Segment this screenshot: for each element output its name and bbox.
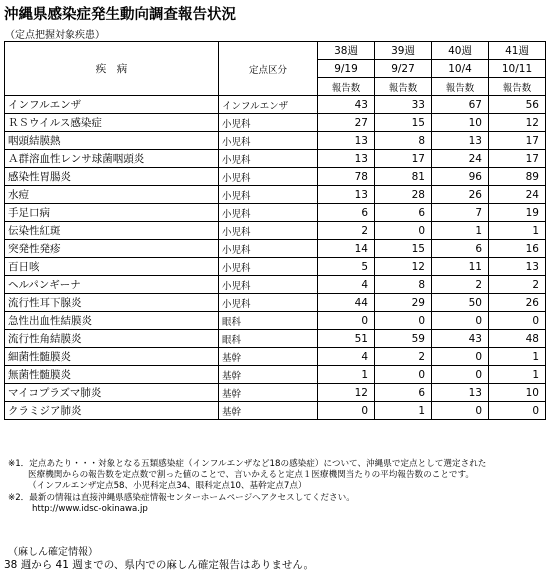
header-count-label: 報告数 xyxy=(375,78,432,96)
report-count: 13 xyxy=(318,186,375,204)
header-date: 10/4 xyxy=(432,60,489,78)
report-count: 1 xyxy=(375,402,432,420)
disease-name: インフルエンザ xyxy=(5,96,219,114)
report-count: 48 xyxy=(489,330,546,348)
header-count-label: 報告数 xyxy=(489,78,546,96)
header-week: 41週 xyxy=(489,42,546,60)
report-count: 17 xyxy=(489,132,546,150)
table-row xyxy=(5,96,546,114)
sentinel-zone: 小児科 xyxy=(219,240,318,258)
report-count: 0 xyxy=(432,312,489,330)
footnote-1-detail: （インフルエンザ定点58、小児科定点34、眼科定点10、基幹定点7点） xyxy=(28,481,307,492)
report-count: 67 xyxy=(432,96,489,114)
report-count: 17 xyxy=(489,150,546,168)
sentinel-zone: 小児科 xyxy=(219,276,318,294)
header-week: 40週 xyxy=(432,42,489,60)
report-count: 0 xyxy=(375,366,432,384)
report-count: 6 xyxy=(318,204,375,222)
report-count: 0 xyxy=(489,402,546,420)
header-row-weeks xyxy=(5,42,546,60)
report-table xyxy=(4,41,546,420)
disease-name: クラミジア肺炎 xyxy=(5,402,219,420)
report-count: 7 xyxy=(432,204,489,222)
report-count: 6 xyxy=(375,384,432,402)
page-title: 沖縄県感染症発生動向調査報告状況 xyxy=(4,7,236,23)
sentinel-zone: 基幹 xyxy=(219,366,318,384)
report-count: 19 xyxy=(489,204,546,222)
disease-name: 流行性耳下腺炎 xyxy=(5,294,219,312)
disease-name: 伝染性紅斑 xyxy=(5,222,219,240)
report-count: 0 xyxy=(318,312,375,330)
table-row xyxy=(5,204,546,222)
footnotes xyxy=(8,459,548,515)
sentinel-zone: 眼科 xyxy=(219,312,318,330)
table-row xyxy=(5,258,546,276)
table-row xyxy=(5,240,546,258)
report-count: 51 xyxy=(318,330,375,348)
sentinel-zone: 小児科 xyxy=(219,294,318,312)
sentinel-zone: 基幹 xyxy=(219,402,318,420)
sentinel-zone: 小児科 xyxy=(219,168,318,186)
sentinel-zone: 小児科 xyxy=(219,132,318,150)
report-count: 0 xyxy=(432,402,489,420)
table-row xyxy=(5,384,546,402)
report-count: 50 xyxy=(432,294,489,312)
report-count: 8 xyxy=(375,132,432,150)
header-disease: 疾 病 xyxy=(5,42,219,96)
disease-name: 手足口病 xyxy=(5,204,219,222)
disease-name: 細菌性髄膜炎 xyxy=(5,348,219,366)
table-row xyxy=(5,150,546,168)
disease-name: 感染性胃腸炎 xyxy=(5,168,219,186)
report-count: 5 xyxy=(318,258,375,276)
report-count: 6 xyxy=(375,204,432,222)
table-row xyxy=(5,114,546,132)
report-count: 1 xyxy=(432,222,489,240)
footnote-2: ※2．最新の情報は直接沖縄県感染症情報センターホームページへアクセスしてください。 xyxy=(8,492,355,503)
report-count: 81 xyxy=(375,168,432,186)
report-count: 11 xyxy=(432,258,489,276)
header-date: 9/19 xyxy=(318,60,375,78)
report-count: 8 xyxy=(375,276,432,294)
footnote-1: ※1．定点あたり・・・対象となる五類感染症（インフルエンザなど18の感染症）について、沖縄県で定点として選定された xyxy=(8,459,487,469)
report-count: 59 xyxy=(375,330,432,348)
footnote-1-cont: 医療機関からの報告数を定点数で割った値のことで、言いかえると定点１医療機関当たりの平均報告数のことです。 xyxy=(28,470,475,481)
report-count: 44 xyxy=(318,294,375,312)
header-date: 10/11 xyxy=(489,60,546,78)
report-count: 13 xyxy=(432,132,489,150)
report-count: 13 xyxy=(432,384,489,402)
report-body xyxy=(5,96,546,420)
report-count: 1 xyxy=(489,348,546,366)
report-count: 2 xyxy=(375,348,432,366)
disease-name: 急性出血性結膜炎 xyxy=(5,312,219,330)
header-count-label: 報告数 xyxy=(318,78,375,96)
table-row xyxy=(5,312,546,330)
report-count: 2 xyxy=(318,222,375,240)
report-count: 4 xyxy=(318,348,375,366)
disease-name: 百日咳 xyxy=(5,258,219,276)
table-row xyxy=(5,330,546,348)
disease-name: 突発性発疹 xyxy=(5,240,219,258)
report-count: 28 xyxy=(375,186,432,204)
sentinel-zone: 小児科 xyxy=(219,114,318,132)
sentinel-zone: 小児科 xyxy=(219,222,318,240)
report-count: 0 xyxy=(318,402,375,420)
report-count: 17 xyxy=(375,150,432,168)
sentinel-zone: 小児科 xyxy=(219,150,318,168)
report-count: 96 xyxy=(432,168,489,186)
report-count: 0 xyxy=(375,222,432,240)
report-count: 0 xyxy=(432,366,489,384)
report-count: 24 xyxy=(432,150,489,168)
disease-name: マイコプラズマ肺炎 xyxy=(5,384,219,402)
disease-name: ヘルパンギーナ xyxy=(5,276,219,294)
disease-name: ＲＳウイルス感染症 xyxy=(5,114,219,132)
report-count: 16 xyxy=(489,240,546,258)
report-count: 0 xyxy=(489,312,546,330)
report-count: 0 xyxy=(432,348,489,366)
table-row xyxy=(5,294,546,312)
report-count: 78 xyxy=(318,168,375,186)
sentinel-zone: 小児科 xyxy=(219,258,318,276)
report-count: 2 xyxy=(489,276,546,294)
sentinel-zone: 小児科 xyxy=(219,186,318,204)
page-subtitle: （定点把握対象疾患） xyxy=(5,30,105,41)
report-count: 1 xyxy=(318,366,375,384)
footnote-2-url: http://www.idsc-okinawa.jp xyxy=(32,503,148,514)
report-count: 13 xyxy=(318,150,375,168)
report-count: 24 xyxy=(489,186,546,204)
report-count: 6 xyxy=(432,240,489,258)
table-row xyxy=(5,132,546,150)
table-row xyxy=(5,366,546,384)
report-count: 29 xyxy=(375,294,432,312)
report-count: 2 xyxy=(432,276,489,294)
header-date: 9/27 xyxy=(375,60,432,78)
report-count: 13 xyxy=(318,132,375,150)
report-count: 43 xyxy=(318,96,375,114)
report-count: 1 xyxy=(489,366,546,384)
disease-name: 流行性角結膜炎 xyxy=(5,330,219,348)
report-count: 15 xyxy=(375,240,432,258)
report-count: 1 xyxy=(489,222,546,240)
table-row xyxy=(5,168,546,186)
sentinel-zone: インフルエンザ xyxy=(219,96,318,114)
table-row xyxy=(5,402,546,420)
sentinel-zone: 小児科 xyxy=(219,204,318,222)
report-count: 15 xyxy=(375,114,432,132)
report-count: 56 xyxy=(489,96,546,114)
report-count: 13 xyxy=(489,258,546,276)
table-row xyxy=(5,276,546,294)
sentinel-zone: 基幹 xyxy=(219,384,318,402)
report-count: 10 xyxy=(432,114,489,132)
report-count: 89 xyxy=(489,168,546,186)
measles-heading: （麻しん確定情報） xyxy=(8,547,98,558)
report-count: 14 xyxy=(318,240,375,258)
measles-text: 38 週から 41 週までの、県内での麻しん確定報告はありません。 xyxy=(4,559,314,571)
report-count: 10 xyxy=(489,384,546,402)
report-count: 12 xyxy=(375,258,432,276)
report-count: 12 xyxy=(489,114,546,132)
header-count-label: 報告数 xyxy=(432,78,489,96)
header-week: 39週 xyxy=(375,42,432,60)
sentinel-zone: 基幹 xyxy=(219,348,318,366)
table-row xyxy=(5,222,546,240)
disease-name: 無菌性髄膜炎 xyxy=(5,366,219,384)
report-count: 27 xyxy=(318,114,375,132)
disease-name: Ａ群溶血性レンサ球菌咽頭炎 xyxy=(5,150,219,168)
report-count: 43 xyxy=(432,330,489,348)
report-count: 33 xyxy=(375,96,432,114)
report-count: 0 xyxy=(375,312,432,330)
report-count: 4 xyxy=(318,276,375,294)
sentinel-zone: 眼科 xyxy=(219,330,318,348)
disease-name: 水痘 xyxy=(5,186,219,204)
report-count: 26 xyxy=(432,186,489,204)
report-count: 12 xyxy=(318,384,375,402)
table-row xyxy=(5,186,546,204)
header-zone: 定点区分 xyxy=(219,42,318,96)
report-count: 26 xyxy=(489,294,546,312)
disease-name: 咽頭結膜熱 xyxy=(5,132,219,150)
table-row xyxy=(5,348,546,366)
header-week: 38週 xyxy=(318,42,375,60)
